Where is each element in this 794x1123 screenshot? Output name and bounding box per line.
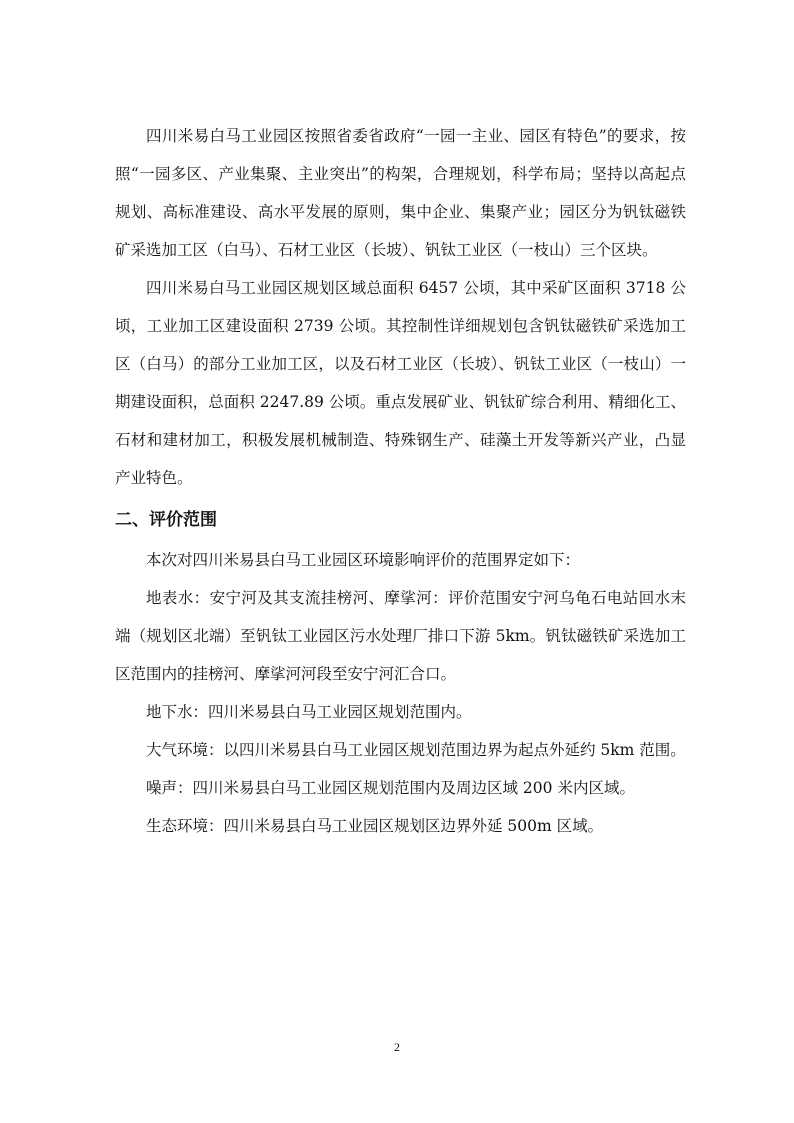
scope-groundwater: 地下水：四川米易县白马工业园区规划范围内。 [146, 703, 472, 721]
scope-ecology: 生态环境：四川米易县白马工业园区规划区边界外延 500m 区域。 [146, 817, 604, 835]
intro-paragraph-2: 四川米易白马工业园区规划区域总面积 6457 公顷，其中采矿区面积 3718 公顷，工业加工区建设面积 2739 公顷。其控制性详细规划包含钒钛磁铁矿采选加工区（白马）的部分工业加工区，以及石材工业区（长坡）、钒钛工业区（一枝山）一期建设面积，总面积 2247.89 公顷。重点发展矿业、钒钛矿综合利用、精细化工、石材和建材加工，积极发展机械制造、特殊钢生产、硅藻土开发等新兴产业，凸显产业特色。 [115, 279, 686, 487]
intro-paragraph-1: 四川米易白马工业园区按照省委省政府“一园一主业、园区有特色”的要求，按照“一园多区、产业集聚、主业突出”的构架，合理规划，科学布局；坚持以高起点规划、高标准建设、高水平发展的原则，集中企业、集聚产业；园区分为钒钛磁铁矿采选加工区（白马）、石材工业区（长坡）、钒钛工业区（一枝山）三个区块。 [115, 127, 686, 259]
page-number: 2 [394, 1040, 400, 1054]
scope-paragraph-intro: 本次对四川米易县白马工业园区环境影响评价的范围界定如下： [146, 551, 581, 569]
page-body [115, 117, 686, 845]
scope-surface-water: 地表水：安宁河及其支流挂榜河、摩挲河：评价范围安宁河乌龟石电站回水末端（规划区北端）至钒钛工业园区污水处理厂排口下游 5km。钒钛磁铁矿采选加工区范围内的挂榜河、摩挲河河段至安宁河汇合口。 [115, 589, 686, 683]
scope-noise: 噪声：四川米易县白马工业园区规划范围内及周边区域 200 米内区域。 [146, 779, 635, 797]
scope-atmosphere: 大气环境：以四川米易县白马工业园区规划范围边界为起点外延约 5km 范围。 [146, 741, 686, 759]
section-heading: 二、评价范围 [115, 510, 217, 530]
